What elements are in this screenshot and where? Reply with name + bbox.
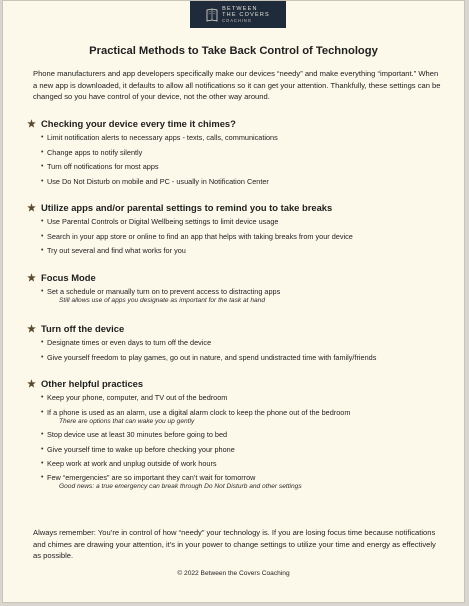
section-checking-device <box>27 118 447 187</box>
logo-line2: THE COVERS <box>222 11 270 18</box>
brand-logo <box>190 1 286 28</box>
list-item: • Turn off notifications for most apps <box>42 162 447 172</box>
copyright-text: © 2022 Between the Covers Coaching <box>177 570 290 577</box>
list-item: • Keep work at work and unplug outside of work hours <box>42 459 447 469</box>
logo-line3: COACHING <box>222 17 252 23</box>
star-icon <box>27 203 36 212</box>
list-item: • Give yourself freedom to play games, go out in nature, and spend undistracted time with family/friends <box>42 353 447 363</box>
section-other-practices <box>27 378 447 491</box>
list-item: • Search in your app store or online to find an app that helps with taking breaks from your device <box>42 232 447 242</box>
list-item: • Keep your phone, computer, and TV out of the bedroom <box>42 393 447 403</box>
list-item: • If a phone is used as an alarm, use a digital alarm clock to keep the phone out of the bedroom <box>42 408 447 418</box>
section-heading: Utilize apps and/or parental settings to remind you to take breaks <box>41 202 333 213</box>
section-utilize-apps <box>27 202 447 256</box>
book-icon <box>206 8 218 22</box>
section-heading: Turn off the device <box>41 323 125 334</box>
list-item: • Designate times or even days to turn off the device <box>42 338 447 348</box>
intro-paragraph: Phone manufacturers and app developers specifically make our devices “needy” and make everything “important.” When a new app is downloaded, it defaults to allow all notifications so it can get your attention. Thankfully, these settings can be changed so you have control of your device, not the other way around. <box>33 69 441 102</box>
star-icon <box>27 324 36 333</box>
star-icon <box>27 119 36 128</box>
list-item: • Try out several and find what works for you <box>42 246 447 256</box>
section-focus-mode <box>27 272 447 305</box>
star-icon <box>27 379 36 388</box>
section-turn-off-device <box>27 323 447 363</box>
list-item: • Few “emergencies” are so important they can’t wait for tomorrow <box>42 473 447 483</box>
logo-line1: BETWEEN <box>222 5 258 12</box>
closing-paragraph: Always remember: You’re in control of how “needy” your technology is. If you are losing focus time because notifications and chimes are drawing your attention, it’s in your power to change settings to utilize your time and energy as effectively as possible. <box>33 528 436 561</box>
section-heading: Other helpful practices <box>41 378 144 389</box>
list-item: • Limit notification alerts to necessary apps - texts, calls, communications <box>42 133 447 143</box>
item-note: Good news: a true emergency can break through Do Not Disturb and other settings <box>59 483 302 491</box>
section-heading: Focus Mode <box>41 272 96 283</box>
list-item: • Change apps to notify silently <box>42 148 447 158</box>
list-item: • Set a schedule or manually turn on to prevent access to distracting apps <box>42 287 447 297</box>
list-item: • Use Do Not Disturb on mobile and PC - usually in Notification Center <box>42 177 447 187</box>
section-heading: Checking your device every time it chimes? <box>41 118 236 129</box>
document-page <box>2 0 465 603</box>
list-item: • Stop device use at least 30 minutes before going to bed <box>42 430 447 440</box>
star-icon <box>27 273 36 282</box>
item-note: There are options that can wake you up gently <box>59 417 195 425</box>
list-item: • Give yourself time to wake up before checking your phone <box>42 445 447 455</box>
list-item: • Use Parental Controls or Digital Wellbeing settings to limit device usage <box>42 217 447 227</box>
item-note: Still allows use of apps you designate as important for the task at hand <box>59 297 265 305</box>
page-title: Practical Methods to Take Back Control of Technology <box>89 45 378 57</box>
